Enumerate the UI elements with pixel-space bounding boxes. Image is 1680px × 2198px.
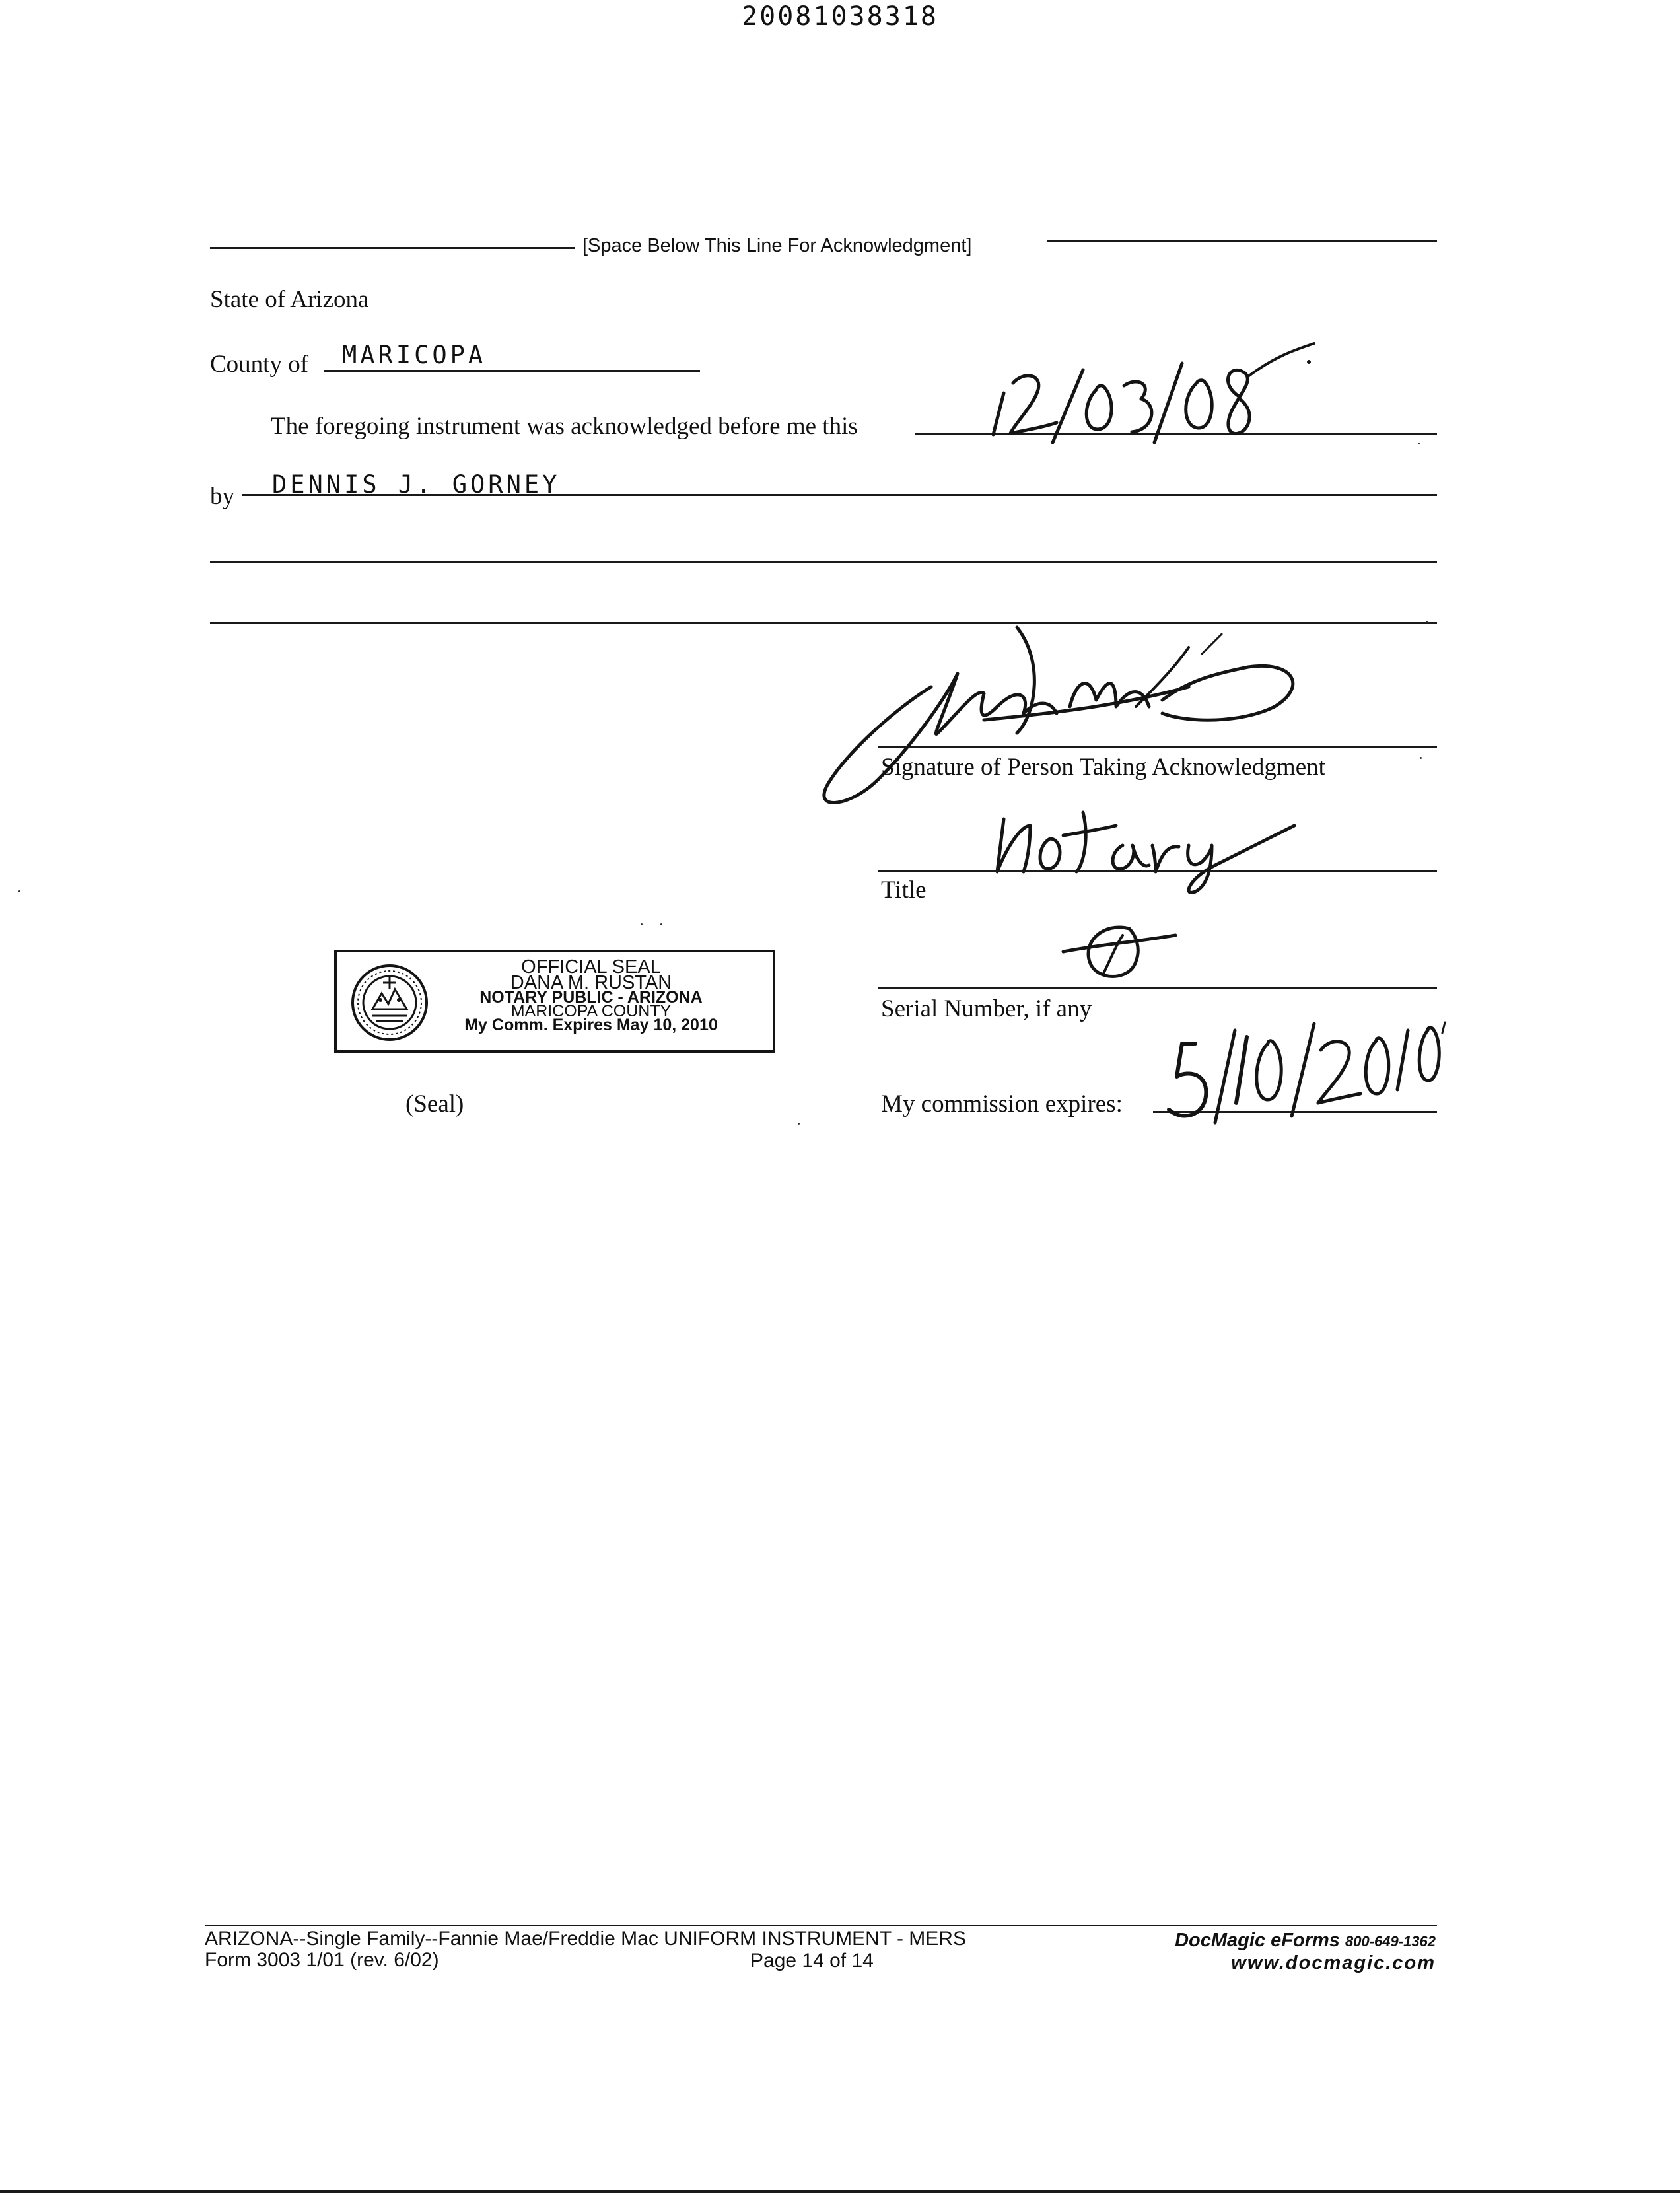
scan-speck xyxy=(1426,621,1428,623)
county-underline xyxy=(324,370,700,372)
acknowledged-text: The foregoing instrument was acknowledged before me this xyxy=(271,413,858,440)
footer-website: www.docmagic.com xyxy=(1231,1952,1436,1973)
scan-speck xyxy=(1418,443,1420,444)
state-line: State of Arizona xyxy=(210,286,369,313)
seal-line-notary: NOTARY PUBLIC - ARIZONA xyxy=(479,988,703,1007)
scan-speck xyxy=(641,923,643,925)
footer-brand-forms: eForms xyxy=(1271,1930,1340,1951)
serial-underline xyxy=(878,987,1437,989)
scan-speck xyxy=(1420,757,1422,759)
footer-brand: DocMagic xyxy=(1175,1930,1266,1951)
scan-speck xyxy=(660,923,662,925)
notary-seal-stamp xyxy=(334,950,775,1053)
seal-line-official: OFFICIAL SEAL xyxy=(521,956,661,977)
seal-line-name: DANA M. RUSTAN xyxy=(510,972,672,993)
serial-label: Serial Number, if any xyxy=(881,995,1092,1022)
seal-line-county: MARICOPA COUNTY xyxy=(510,1002,672,1020)
commission-label: My commission expires: xyxy=(881,1090,1123,1117)
by-underline xyxy=(242,494,1437,496)
notary-signature xyxy=(819,608,1334,819)
handwritten-serial xyxy=(1050,915,1195,988)
footer-form-title: ARIZONA--Single Family--Fannie Mae/Freddie Mac UNIFORM INSTRUMENT - MERS xyxy=(205,1928,966,1950)
blank-line-1 xyxy=(210,561,1437,563)
footer-page-number: Page 14 of 14 xyxy=(750,1950,874,1971)
seal-line-expires: My Comm. Expires May 10, 2010 xyxy=(464,1016,718,1034)
document-number: 20081038318 xyxy=(742,1,938,32)
county-label: County of xyxy=(210,351,309,378)
signature-label: Signature of Person Taking Acknowledgment xyxy=(881,754,1325,781)
footer-phone: 800-649-1362 xyxy=(1345,1933,1436,1950)
seal-caption: (Seal) xyxy=(405,1090,464,1117)
scan-speck xyxy=(798,1123,800,1125)
by-label: by xyxy=(210,483,234,510)
handwritten-date xyxy=(984,330,1327,449)
signature-underline xyxy=(878,746,1437,748)
footer-rule xyxy=(205,1925,1437,1926)
handwritten-commission-date xyxy=(1162,1010,1453,1129)
handwritten-title xyxy=(991,799,1308,898)
footer-form-number: Form 3003 1/01 (rev. 6/02) xyxy=(205,1949,439,1971)
arizona-seal-emblem-icon xyxy=(350,963,429,1042)
header-rule-right xyxy=(1047,240,1437,242)
title-underline xyxy=(878,870,1437,872)
by-value: DENNIS J. GORNEY xyxy=(272,470,561,499)
acknowledgment-header: [Space Below This Line For Acknowledgment] xyxy=(582,235,972,256)
footer-publisher xyxy=(1116,1930,1436,1973)
scan-edge-line xyxy=(0,2190,1680,2193)
title-label: Title xyxy=(881,876,927,904)
county-value: MARICOPA xyxy=(342,341,487,369)
header-rule-left xyxy=(210,247,575,249)
scan-speck xyxy=(18,890,20,892)
